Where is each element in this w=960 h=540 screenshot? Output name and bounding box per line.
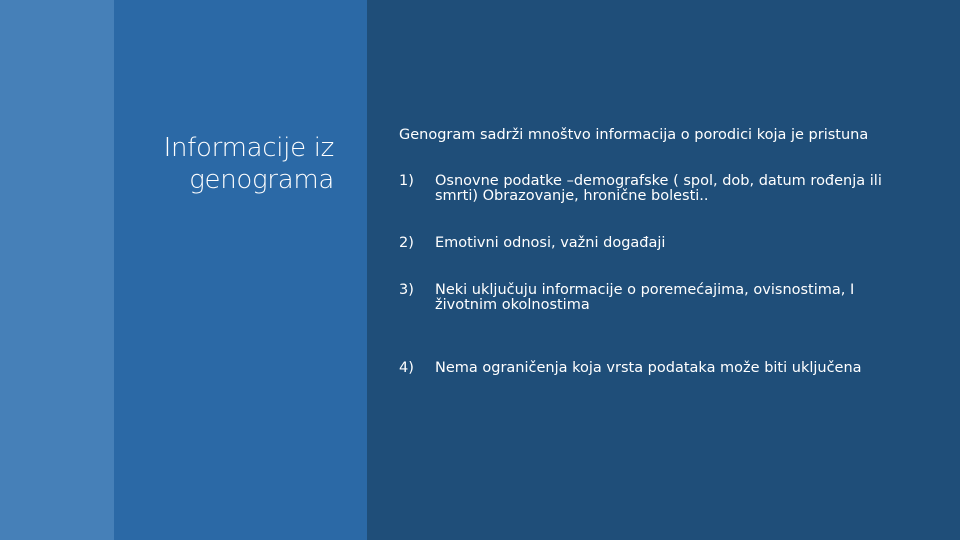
decorative-band-middle [114, 0, 367, 540]
list-item-number: 2) [399, 235, 414, 251]
list-item-text: Nema ograničenja koja vrsta podataka može biti uključena [435, 360, 862, 376]
list-item [399, 174, 899, 204]
decorative-band-left [0, 0, 114, 540]
list-item-number: 3) [399, 282, 414, 298]
slide-title: Informacije iz genograma [163, 133, 334, 195]
list-item-text: Emotivni odnosi, važni događaji [435, 235, 666, 251]
list-item-text: Osnovne podatke –demografske ( spol, dob, datum rođenja ili smrti) Obrazovanje, hronične bolesti.. [435, 173, 882, 204]
list-item-text: Neki uključuju informacije o poremećajima, ovisnostima, I životnim okolnostima [435, 282, 855, 313]
content-list [399, 128, 899, 376]
list-item [399, 361, 899, 376]
list-item [399, 283, 899, 313]
intro-text: Genogram sadrži mnoštvo informacija o porodici koja je pristuna [399, 127, 869, 143]
list-item-number: 1) [399, 173, 414, 189]
list-item [399, 236, 899, 251]
list-item-number: 4) [399, 360, 414, 376]
